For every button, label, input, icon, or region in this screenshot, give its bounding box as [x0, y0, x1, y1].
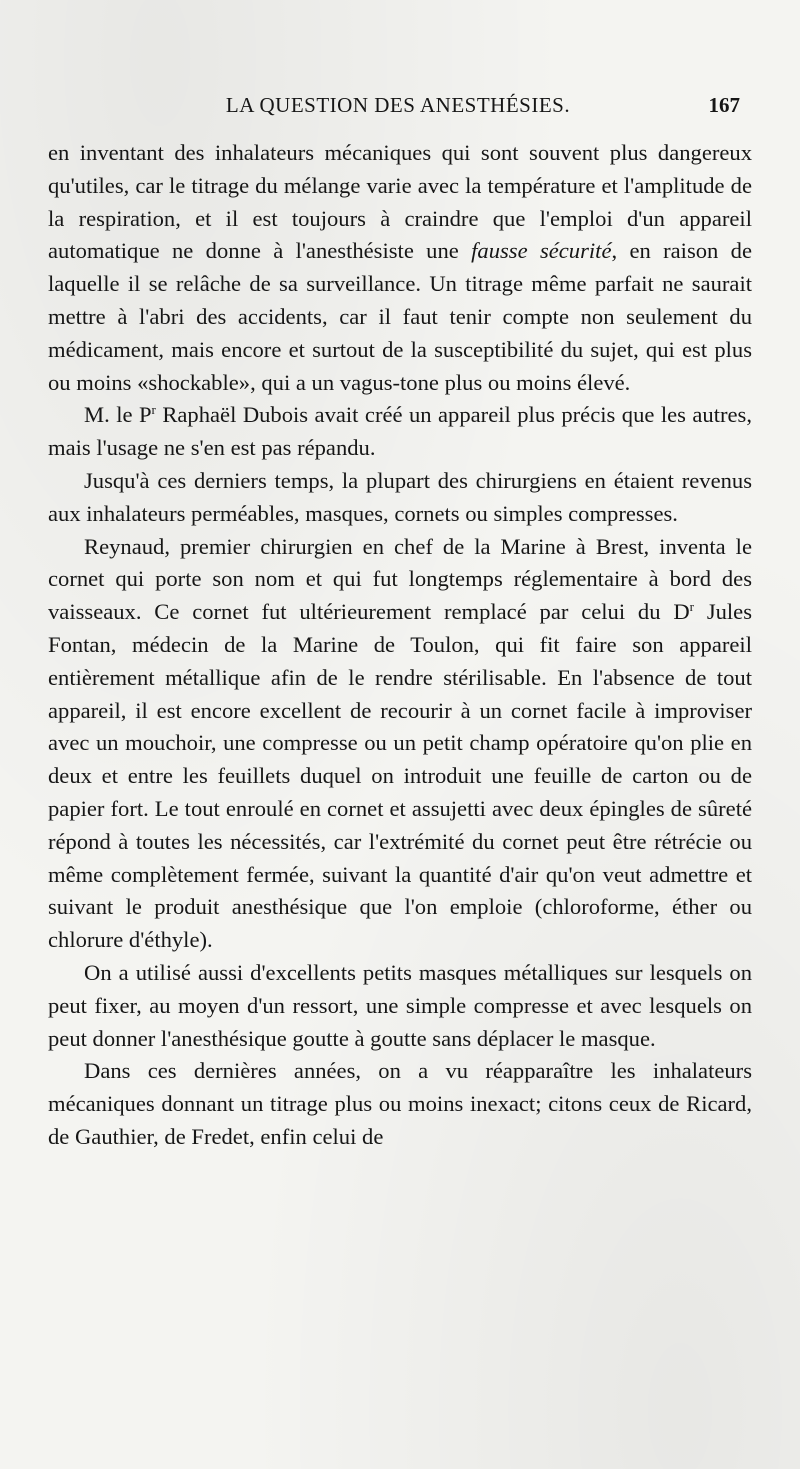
paragraph-6: Dans ces dernières années, on a vu réapparaître les inhalateurs mécaniques donnant un titrage plus ou moins inexact; citons ceux de Ricard, de Gauthier, de Fredet, enfin celui de	[48, 1058, 752, 1149]
paragraph-1	[48, 137, 752, 399]
paragraph-2-text-after: Raphaël Dubois avait créé un appareil plus précis que les autres, mais l'usage ne s'en est pas répandu.	[48, 402, 753, 461]
paragraph-1-text-before: en inventant des inhalateurs mécaniques qui sont souvent plus dangereux qu'utiles, car le titrage du mélange varie avec la température et l'amplitude de la respiration, et il est toujours à craindre que l'emploi d'un appareil automatique ne donne à l'anesthésiste une	[48, 140, 752, 264]
paragraph-2	[48, 399, 752, 465]
paragraph-5: On a utilisé aussi d'excellents petits masques métalliques sur lesquels on peut fixer, au moyen d'un ressort, une simple compresse et avec lesquels on peut donner l'anesthésique goutte à goutte sans déplacer le masque.	[48, 959, 752, 1051]
paragraph-4-text-before: Reynaud, premier chirurgien en chef de la Marine à Brest, inventa le cornet qui porte son nom et qui fut longtemps réglementaire à bord des vaisseaux. Ce cornet fut ultérieurement remplacé par celui du D	[48, 533, 752, 625]
paragraph-2-superscript: r	[151, 402, 156, 418]
paragraph-1-text-after: , en raison de laquelle il se relâche de sa surveillance. Un titrage même parfait ne saurait mettre à l'abri des accidents, car il faut tenir compte non seulement du médicament, mais encore et surtout de la susceptibilité du sujet, qui est plus ou moins «shockable», qui a un vagus-tone plus ou moins élevé.	[48, 238, 752, 395]
paragraph-4	[48, 531, 752, 957]
paragraph-1-emphasis: fausse sécurité	[471, 238, 612, 264]
paragraph-4-text-after: Jules Fontan, médecin de la Marine de Toulon, qui fit faire son appareil entièrement métallique afin de le rendre stérilisable. En l'absence de tout appareil, il est encore excellent de recourir à un cornet facile à improviser avec un mouchoir, une compresse ou un petit champ opératoire qu'on plie en deux et entre les feuillets duquel on introduit une feuille de carton ou de papier fort. Le tout enroulé en cornet et assujetti avec deux épingles de sûreté répond à toutes les nécessités, car l'extrémité du cornet peut être rétrécie ou même complètement fermée, suivant la quantité d'air qu'on veut admettre et suivant le produit anesthésique que l'on emploie (chloroforme, éther ou chlorure d'éthyle).	[48, 599, 753, 953]
page-header	[48, 93, 748, 127]
page-number: 167	[708, 93, 740, 117]
paragraph-2-text-before: M. le P	[84, 402, 152, 428]
paragraph-4-superscript: r	[689, 599, 694, 615]
running-title: LA QUESTION DES ANESTHÉSIES.	[225, 93, 571, 117]
body-text	[48, 137, 752, 1154]
paragraph-3: Jusqu'à ces derniers temps, la plupart des chirurgiens en étaient revenus aux inhalateurs perméables, masques, cornets ou simples compresses.	[48, 467, 752, 526]
